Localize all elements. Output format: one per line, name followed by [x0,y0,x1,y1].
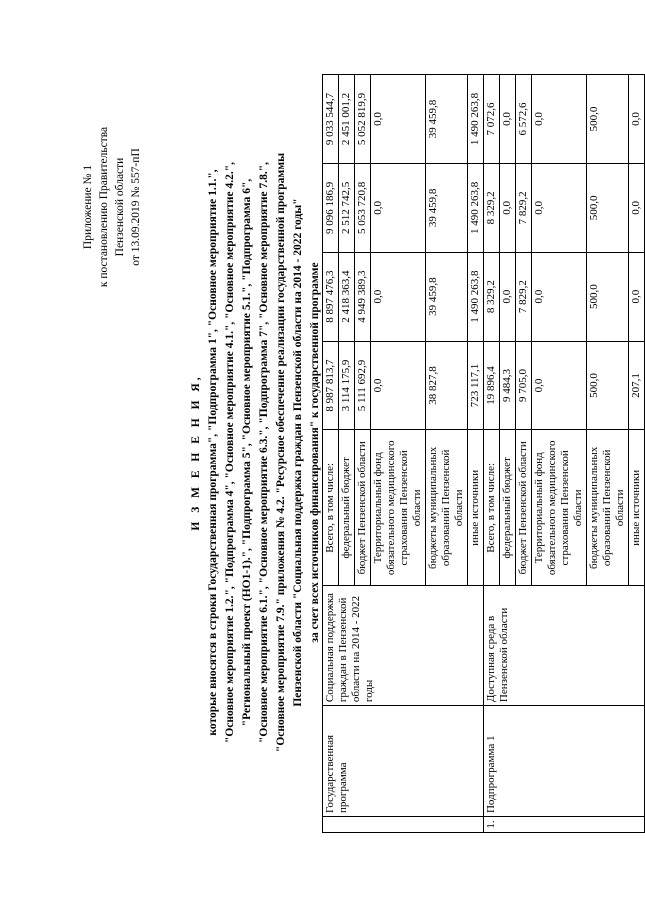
amount-cell: 7 829,2 [516,252,532,341]
amount-cell: 207,1 [629,341,645,430]
funding-source: иные источники [629,430,645,586]
amount-cell: 1 490 263,8 [468,252,484,341]
funding-source: Всего, в том числе: [484,430,500,586]
amount-cell: 0,0 [532,252,587,341]
funding-source: иные источники [468,430,484,586]
amount-cell: 0,0 [629,252,645,341]
amount-cell: 2 451 001,2 [339,75,355,164]
amount-cell: 0,0 [500,252,516,341]
amount-cell: 0,0 [371,341,426,430]
amount-cell: 0,0 [371,75,426,164]
funding-source: бюджет Пензенской области [355,430,371,586]
funding-source: бюджет Пензенской области [516,430,532,586]
row-type: Государственная программа [323,706,484,817]
amount-cell: 0,0 [500,75,516,164]
amount-cell: 9 705,0 [516,341,532,430]
row-name: Социальная поддержка граждан в Пензенской области на 2014 - 2022 годы [323,586,484,706]
document-heading [188,20,324,885]
amount-cell: 4 949 389,3 [355,252,371,341]
heading-line: "Основное мероприятие 7.9." приложения № 4.2. "Ресурсное обеспечение реализации государственной программы [275,152,287,753]
row-type: Подпрограмма 1 [484,706,645,817]
amount-cell: 5 053 720,8 [355,163,371,252]
amount-cell: 723 117,1 [468,341,484,430]
amount-cell: 5 052 819,9 [355,75,371,164]
funding-source: Всего, в том числе: [323,430,339,586]
amount-cell: 500,0 [587,75,629,164]
amount-cell: 0,0 [371,163,426,252]
amount-cell: 8 329,2 [484,163,500,252]
appendix-block [80,92,144,322]
funding-source: федеральный бюджет [500,430,516,586]
row-name: Доступная среда в Пензенской области [484,586,645,706]
funding-source: бюджеты муниципальных образований Пензенской области [426,430,468,586]
amount-cell: 500,0 [587,163,629,252]
amount-cell: 0,0 [532,163,587,252]
amount-cell: 39 459,8 [426,75,468,164]
amount-cell: 500,0 [587,252,629,341]
amount-cell: 7 829,2 [516,163,532,252]
table-row [323,75,339,833]
appendix-line: от 13.09.2019 № 557-пП [130,148,142,266]
amount-cell: 0,0 [371,252,426,341]
row-number: 1. [484,817,645,833]
table-row [484,75,500,833]
appendix-line: Пензенской области [114,157,126,257]
amount-cell: 39 459,8 [426,163,468,252]
heading-line: которые вносятся в строки Государственная программа", "Подпрограмма 1", "Основное мероприятие 1.1.", [207,169,219,736]
amount-cell: 1 490 263,8 [468,75,484,164]
amount-cell: 9 096 186,9 [323,163,339,252]
amount-cell: 7 072,6 [484,75,500,164]
amount-cell: 0,0 [532,341,587,430]
funding-source: бюджеты муниципальных образований Пензенской области [587,430,629,586]
funding-source: федеральный бюджет [339,430,355,586]
heading-line: "Региональный проект (НО1-1).", "Подпрограмма 5", "Основное мероприятие 5.1.", "Подпрограмма 6", [241,178,253,727]
amount-cell: 9 033 544,7 [323,75,339,164]
heading-line: за счет всех источников финансирования" к государственной программе [309,262,321,643]
appendix-line: Приложение № 1 [82,164,94,250]
amount-cell: 19 896,4 [484,341,500,430]
amount-cell: 0,0 [629,163,645,252]
amount-cell: 38 827,8 [426,341,468,430]
amount-cell: 9 484,3 [500,341,516,430]
heading-line: Пензенской области "Социальная поддержка граждан в Пензенской области на 2014 - 2022 годы" [292,198,304,707]
amount-cell: 6 572,6 [516,75,532,164]
heading-title: И З М Е Н Е Н И Я, [190,374,202,531]
amount-cell: 3 114 175,9 [339,341,355,430]
appendix-line: к постановлению Правительства [98,126,110,288]
amount-cell: 2 418 363,4 [339,252,355,341]
amount-cell: 0,0 [532,75,587,164]
amount-cell: 2 512 742,5 [339,163,355,252]
amount-cell: 5 111 692,9 [355,341,371,430]
heading-line: "Основное мероприятие 6.1.", "Основное мероприятие 6.3.", "Подпрограмма 7", "Основное мероприятие 7.8.", [258,162,270,743]
amount-cell: 500,0 [587,341,629,430]
row-number [323,817,484,833]
funding-source: Территориальный фонд обязательного медицинского страхования Пензенской области [371,430,426,586]
amount-cell: 8 987 813,7 [323,341,339,430]
funding-source: Территориальный фонд обязательного медицинского страхования Пензенской области [532,430,587,586]
amount-cell: 8 897 476,3 [323,252,339,341]
amount-cell: 39 459,8 [426,252,468,341]
amount-cell: 8 329,2 [484,252,500,341]
amount-cell: 1 490 263,8 [468,163,484,252]
amount-cell: 0,0 [629,75,645,164]
amount-cell: 0,0 [500,163,516,252]
heading-line: "Основное мероприятие 1.2.", "Подпрограмма 4", "Основное мероприятие 4.1.", "Основное мероприятие 4.2.", [224,162,236,743]
finance-table [322,74,645,833]
